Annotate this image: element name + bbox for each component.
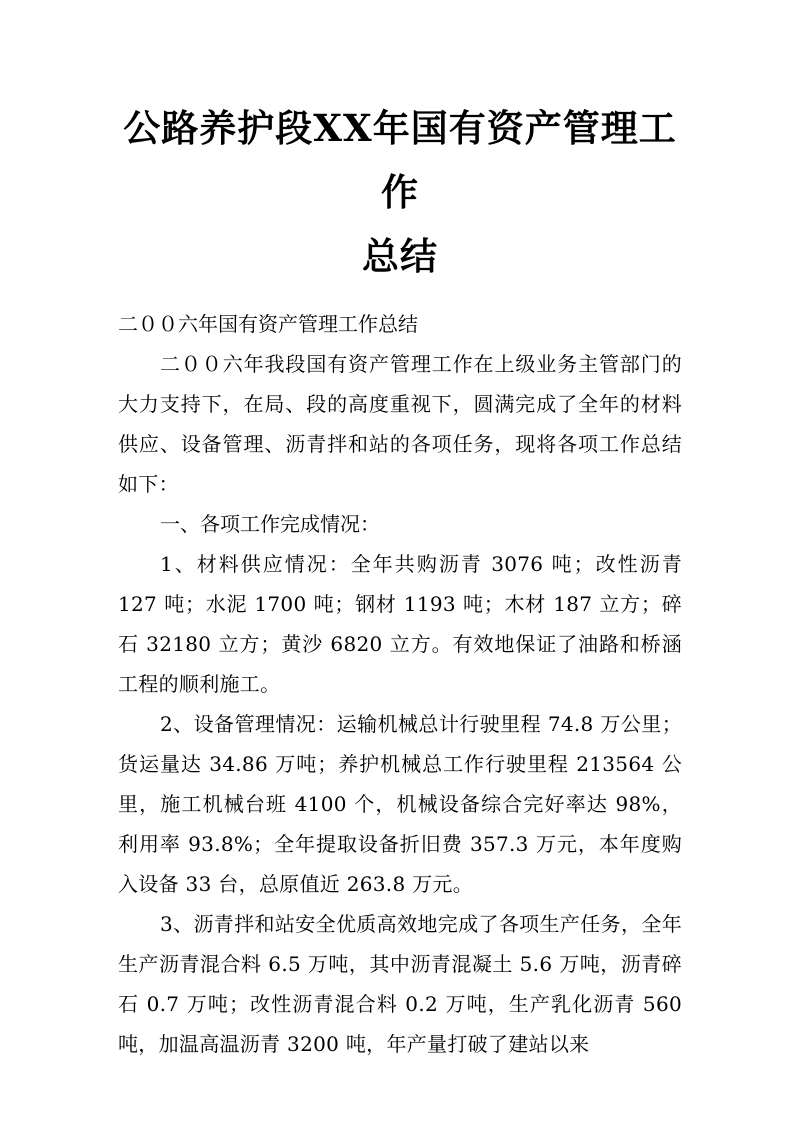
document-subheading: 二００六年国有资产管理工作总结 [118, 312, 418, 336]
title-line-2: 总结 [362, 234, 438, 278]
title-line-1: 公路养护段XX年国有资产管理工作 [123, 106, 677, 214]
intro-paragraph: 二００六年我段国有资产管理工作在上级业务主管部门的大力支持下，在局、段的高度重视下，圆满完成了全年的材料供应、设备管理、沥青拌和站的各项任务，现将各项工作总结如下： [118, 352, 682, 496]
equipment-paragraph: 2、设备管理情况：运输机械总计行驶里程 74.8 万公里；货运量达 34.86 万吨；养护机械总工作行驶里程 213564 公里，施工机械台班 4100 个，机械设备综合完好率达 98%，利用率 93.8%；全年提取设备折旧费 357.3 万元，本年度购入设备 33 台，总原值近 263.8 万元。 [118, 712, 682, 896]
asphalt-plant-paragraph: 3、沥青拌和站安全优质高效地完成了各项生产任务，全年生产沥青混合料 6.5 万吨，其中沥青混凝土 5.6 万吨，沥青碎石 0.7 万吨；改性沥青混合料 0.2 万吨，生产乳化沥青 560 吨，加温高温沥青 3200 吨，年产量打破了建站以来 [118, 912, 682, 1056]
document-title [118, 96, 682, 288]
section-heading: 一、各项工作完成情况： [160, 512, 380, 536]
materials-paragraph: 1、材料供应情况：全年共购沥青 3076 吨；改性沥青 127 吨；水泥 1700 吨；钢材 1193 吨；木材 187 立方；碎石 32180 立方；黄沙 6820 立方。有效地保证了油路和桥涵工程的顺利施工。 [118, 552, 682, 696]
